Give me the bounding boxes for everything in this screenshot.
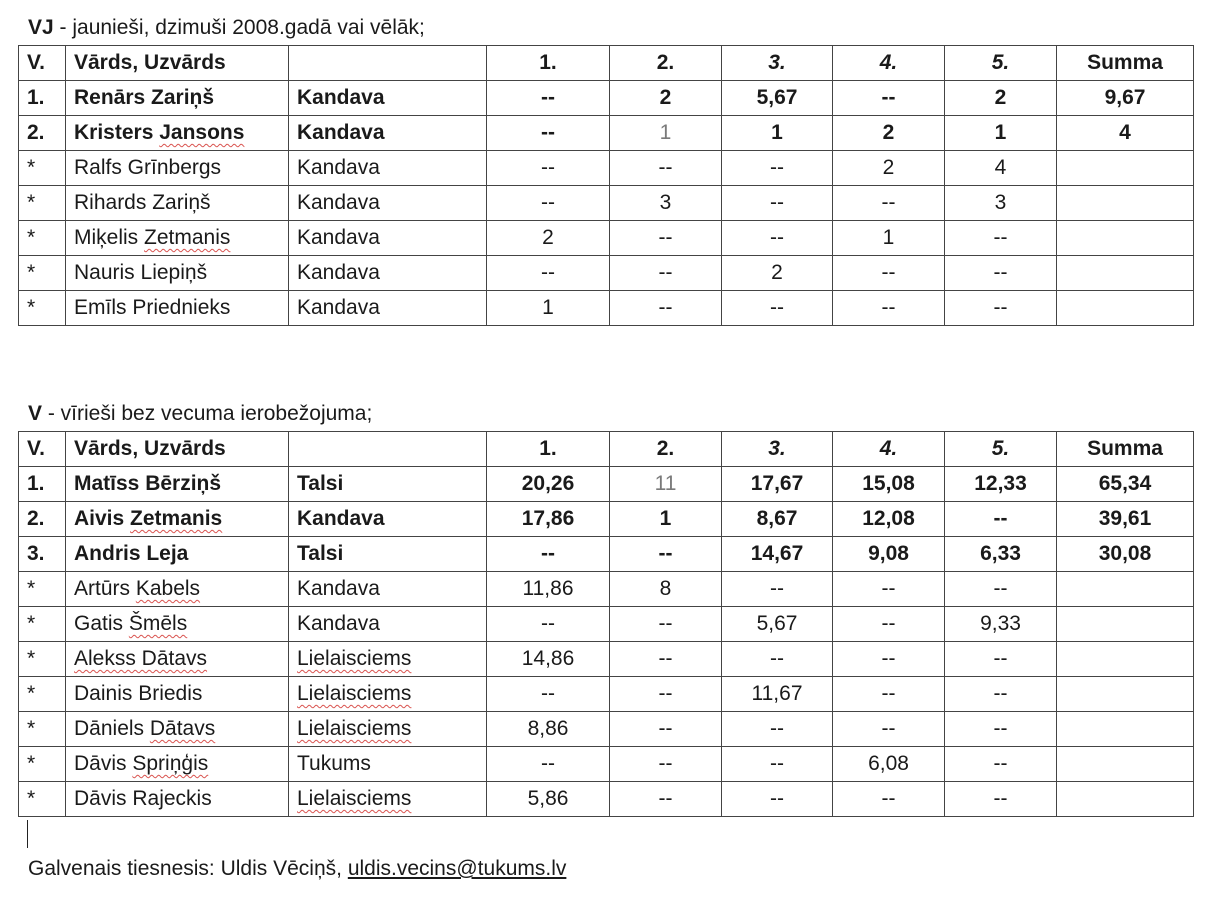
cell-r2: -- <box>610 677 722 712</box>
cell-r4: 2 <box>833 116 945 151</box>
cell-r1: -- <box>487 81 610 116</box>
cell-name: Dāvis Rajeckis <box>66 782 289 817</box>
cell-r5: -- <box>945 747 1057 782</box>
cell-club: Kandava <box>289 151 487 186</box>
cell-r4: 15,08 <box>833 467 945 502</box>
header-cell: Summa <box>1057 432 1194 467</box>
header-cell <box>289 432 487 467</box>
cell-r5: 2 <box>945 81 1057 116</box>
cell-name: Miķelis Zetmanis <box>66 221 289 256</box>
header-cell: V. <box>19 46 66 81</box>
cell-r3: -- <box>722 186 833 221</box>
cell-sum: 65,34 <box>1057 467 1194 502</box>
cell-r4: 2 <box>833 151 945 186</box>
cell-sum <box>1057 572 1194 607</box>
cell-place: * <box>19 291 66 326</box>
table-header-row <box>19 46 1194 81</box>
cell-club: Kandava <box>289 256 487 291</box>
cell-r1: 5,86 <box>487 782 610 817</box>
cell-r4: -- <box>833 712 945 747</box>
results-table-vj <box>18 45 1194 326</box>
cell-r4: -- <box>833 572 945 607</box>
cell-r1: -- <box>487 537 610 572</box>
cell-r1: 14,86 <box>487 642 610 677</box>
spellcheck-underline: Spriņģis <box>132 752 209 775</box>
header-cell: 1. <box>487 46 610 81</box>
cell-sum <box>1057 642 1194 677</box>
cell-r1: 2 <box>487 221 610 256</box>
cell-r3: 1 <box>722 116 833 151</box>
cell-r3: 11,67 <box>722 677 833 712</box>
cell-r5: -- <box>945 221 1057 256</box>
cell-name: Artūrs Kabels <box>66 572 289 607</box>
cell-r4: -- <box>833 256 945 291</box>
spellcheck-underline: Lielaisciems <box>297 787 412 810</box>
cell-r2: -- <box>610 782 722 817</box>
cell-r3: 5,67 <box>722 607 833 642</box>
cell-r5: 1 <box>945 116 1057 151</box>
header-cell: Vārds, Uzvārds <box>66 432 289 467</box>
table-row <box>19 81 1194 116</box>
header-cell: 5. <box>945 46 1057 81</box>
header-cell: 4. <box>833 432 945 467</box>
cell-name: Nauris Liepiņš <box>66 256 289 291</box>
footer-label: Galvenais tiesnesis: Uldis Vēciņš, <box>28 857 348 880</box>
table-row <box>19 747 1194 782</box>
cell-r4: -- <box>833 81 945 116</box>
cell-r2: -- <box>610 291 722 326</box>
cell-sum: 9,67 <box>1057 81 1194 116</box>
table-row <box>19 467 1194 502</box>
cell-r3: -- <box>722 151 833 186</box>
table-row <box>19 502 1194 537</box>
cell-r5: -- <box>945 782 1057 817</box>
cell-sum <box>1057 747 1194 782</box>
cell-r3: 8,67 <box>722 502 833 537</box>
cell-sum: 39,61 <box>1057 502 1194 537</box>
cell-sum <box>1057 607 1194 642</box>
spellcheck-underline: Šmēls <box>128 612 188 635</box>
cell-r5: 3 <box>945 186 1057 221</box>
cell-club: Kandava <box>289 186 487 221</box>
cell-sum <box>1057 782 1194 817</box>
cell-r4: 1 <box>833 221 945 256</box>
cell-r2: -- <box>610 642 722 677</box>
spellcheck-underline: Jansons <box>159 121 245 144</box>
cell-place: * <box>19 712 66 747</box>
cell-r2: 11 <box>610 467 722 502</box>
cell-r4: 12,08 <box>833 502 945 537</box>
spellcheck-underline: Kabels <box>135 577 201 600</box>
cell-r5: -- <box>945 256 1057 291</box>
cell-place: * <box>19 221 66 256</box>
cell-r3: 2 <box>722 256 833 291</box>
cell-r1: 1 <box>487 291 610 326</box>
cell-club: Kandava <box>289 291 487 326</box>
cell-club: Kandava <box>289 572 487 607</box>
cell-r5: -- <box>945 291 1057 326</box>
cell-r2: 2 <box>610 81 722 116</box>
cell-sum <box>1057 677 1194 712</box>
cell-r2: -- <box>610 607 722 642</box>
cell-r5: -- <box>945 502 1057 537</box>
section-v-heading <box>28 402 372 426</box>
cell-name: Ralfs Grīnbergs <box>66 151 289 186</box>
header-cell: V. <box>19 432 66 467</box>
cell-r5: -- <box>945 572 1057 607</box>
cell-sum <box>1057 291 1194 326</box>
cell-club: Kandava <box>289 81 487 116</box>
table-row <box>19 712 1194 747</box>
cell-club: Talsi <box>289 537 487 572</box>
cell-r4: -- <box>833 677 945 712</box>
spellcheck-underline: Alekss Dātavs <box>74 647 208 670</box>
cell-club: Talsi <box>289 467 487 502</box>
cell-r4: -- <box>833 782 945 817</box>
cell-name <box>66 642 289 677</box>
cell-r1: 20,26 <box>487 467 610 502</box>
spellcheck-underline: Lielaisciems <box>297 682 412 705</box>
email-link[interactable]: uldis.vecins@tukums.lv <box>347 857 567 880</box>
cell-club: Kandava <box>289 116 487 151</box>
header-cell <box>289 46 487 81</box>
cell-r3: -- <box>722 221 833 256</box>
table-row <box>19 256 1194 291</box>
cell-r4: -- <box>833 607 945 642</box>
section-vj-heading <box>28 16 425 40</box>
spellcheck-underline: Dātavs <box>149 717 216 740</box>
cell-name: Gatis Šmēls <box>66 607 289 642</box>
cell-r3: -- <box>722 747 833 782</box>
header-cell: Vārds, Uzvārds <box>66 46 289 81</box>
results-table-v <box>18 431 1194 817</box>
cell-r2: 1 <box>610 502 722 537</box>
spellcheck-underline: Lielaisciems <box>297 717 412 740</box>
cell-place: 1. <box>19 81 66 116</box>
table-row <box>19 151 1194 186</box>
table-row <box>19 572 1194 607</box>
cell-place: * <box>19 747 66 782</box>
cell-place: * <box>19 151 66 186</box>
table-row <box>19 186 1194 221</box>
cell-r5: 4 <box>945 151 1057 186</box>
cell-r1: -- <box>487 186 610 221</box>
cell-place: * <box>19 642 66 677</box>
spellcheck-underline: Lielaisciems <box>297 647 412 670</box>
cell-place: * <box>19 256 66 291</box>
cell-r5: 6,33 <box>945 537 1057 572</box>
cell-r3: 14,67 <box>722 537 833 572</box>
cell-sum <box>1057 256 1194 291</box>
cell-club: Kandava <box>289 502 487 537</box>
cell-r4: -- <box>833 642 945 677</box>
header-cell: 5. <box>945 432 1057 467</box>
cell-r5: -- <box>945 712 1057 747</box>
cell-sum <box>1057 221 1194 256</box>
cell-r2: -- <box>610 151 722 186</box>
cell-r2: 3 <box>610 186 722 221</box>
cell-r3: -- <box>722 642 833 677</box>
cell-r3: 5,67 <box>722 81 833 116</box>
spellcheck-underline: Zetmanis <box>144 226 231 249</box>
cell-sum: 4 <box>1057 116 1194 151</box>
cell-r5: -- <box>945 677 1057 712</box>
cell-r1: -- <box>487 256 610 291</box>
header-cell: Summa <box>1057 46 1194 81</box>
cell-r2: -- <box>610 221 722 256</box>
cell-club <box>289 712 487 747</box>
section-description: - vīrieši bez vecuma ierobežojuma; <box>42 402 373 425</box>
cell-r4: 6,08 <box>833 747 945 782</box>
cell-r1: -- <box>487 677 610 712</box>
cell-r1: -- <box>487 607 610 642</box>
cell-r3: -- <box>722 291 833 326</box>
cell-r4: -- <box>833 186 945 221</box>
cell-r1: 17,86 <box>487 502 610 537</box>
cell-place: * <box>19 186 66 221</box>
section-code: VJ <box>28 16 54 39</box>
cell-r5: -- <box>945 642 1057 677</box>
cell-place: 3. <box>19 537 66 572</box>
spellcheck-underline: Zetmanis <box>130 507 223 530</box>
table-row <box>19 677 1194 712</box>
cell-r1: 11,86 <box>487 572 610 607</box>
table-row <box>19 221 1194 256</box>
cell-r5: 9,33 <box>945 607 1057 642</box>
cell-name: Dāvis Spriņģis <box>66 747 289 782</box>
cell-r2: -- <box>610 747 722 782</box>
cell-place: * <box>19 782 66 817</box>
table-row <box>19 642 1194 677</box>
cell-r4: -- <box>833 291 945 326</box>
cell-name: Aivis Zetmanis <box>66 502 289 537</box>
table-row <box>19 116 1194 151</box>
table-row <box>19 537 1194 572</box>
cell-place: * <box>19 572 66 607</box>
cell-name: Matīss Bērziņš <box>66 467 289 502</box>
cell-place: * <box>19 607 66 642</box>
cell-place: 2. <box>19 116 66 151</box>
cell-r2: -- <box>610 256 722 291</box>
header-cell: 4. <box>833 46 945 81</box>
header-cell: 2. <box>610 46 722 81</box>
cell-r2: -- <box>610 712 722 747</box>
cell-r3: -- <box>722 782 833 817</box>
cell-club <box>289 677 487 712</box>
cell-sum <box>1057 151 1194 186</box>
cell-club: Tukums <box>289 747 487 782</box>
cell-sum <box>1057 186 1194 221</box>
cell-club <box>289 782 487 817</box>
header-cell: 3. <box>722 432 833 467</box>
header-cell: 2. <box>610 432 722 467</box>
table-row <box>19 291 1194 326</box>
cell-r1: -- <box>487 151 610 186</box>
cell-name: Dainis Briedis <box>66 677 289 712</box>
cell-name: Emīls Priednieks <box>66 291 289 326</box>
cell-r5: 12,33 <box>945 467 1057 502</box>
cell-sum: 30,08 <box>1057 537 1194 572</box>
header-cell: 3. <box>722 46 833 81</box>
cell-place: 2. <box>19 502 66 537</box>
cell-name: Andris Leja <box>66 537 289 572</box>
cell-r1: -- <box>487 116 610 151</box>
cell-place: 1. <box>19 467 66 502</box>
header-cell: 1. <box>487 432 610 467</box>
cell-name: Rihards Zariņš <box>66 186 289 221</box>
cell-r3: -- <box>722 572 833 607</box>
cell-name: Renārs Zariņš <box>66 81 289 116</box>
cell-r1: -- <box>487 747 610 782</box>
cell-club <box>289 642 487 677</box>
section-description: - jaunieši, dzimuši 2008.gadā vai vēlāk; <box>53 16 425 39</box>
cell-r1: 8,86 <box>487 712 610 747</box>
cell-name: Kristers Jansons <box>66 116 289 151</box>
cell-r2: 8 <box>610 572 722 607</box>
cell-club: Kandava <box>289 221 487 256</box>
footer-judge <box>28 856 566 882</box>
cell-r4: 9,08 <box>833 537 945 572</box>
cell-r3: -- <box>722 712 833 747</box>
section-code: V <box>28 402 43 425</box>
cell-club: Kandava <box>289 607 487 642</box>
cell-place: * <box>19 677 66 712</box>
table-row <box>19 607 1194 642</box>
cell-sum <box>1057 712 1194 747</box>
cell-r2: 1 <box>610 116 722 151</box>
text-cursor <box>27 820 28 848</box>
table-row <box>19 782 1194 817</box>
cell-r3: 17,67 <box>722 467 833 502</box>
cell-r2: -- <box>610 537 722 572</box>
table-header-row <box>19 432 1194 467</box>
cell-name: Dāniels Dātavs <box>66 712 289 747</box>
